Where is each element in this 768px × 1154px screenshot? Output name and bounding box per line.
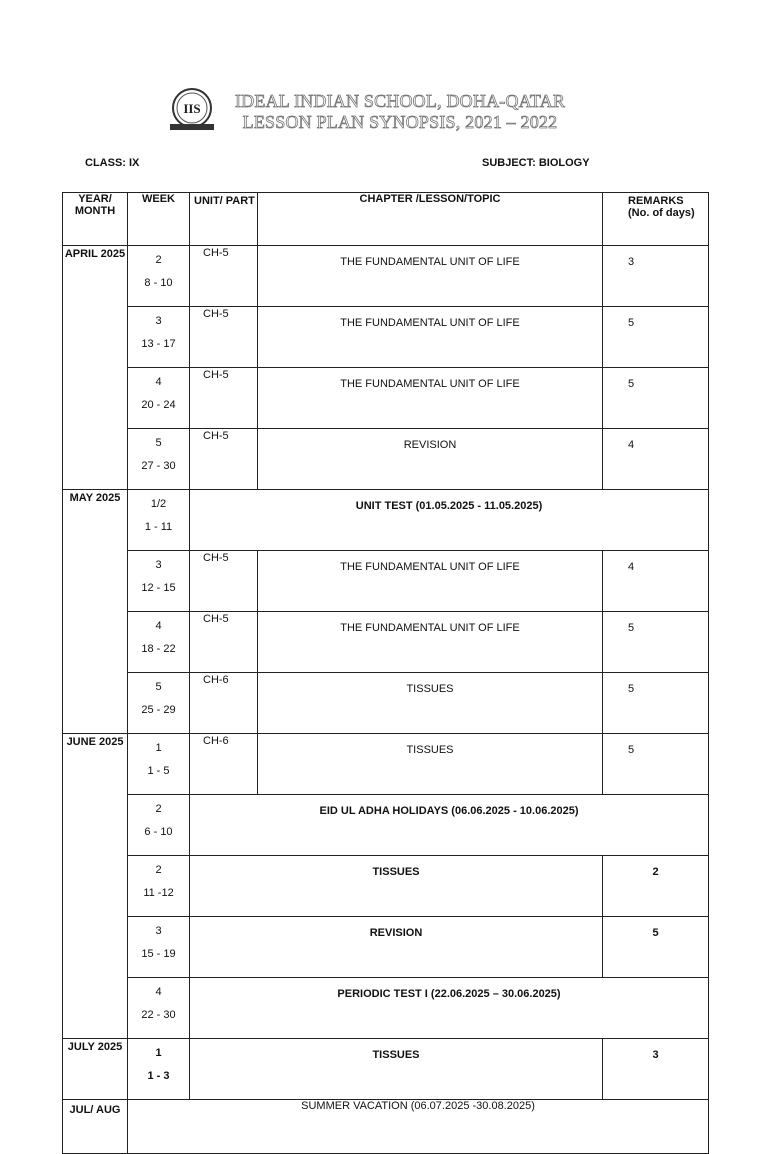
topic-cell: THE FUNDAMENTAL UNIT OF LIFE — [258, 307, 603, 368]
week-dates: 18 - 22 — [141, 643, 176, 655]
topic-cell: REVISION — [190, 917, 603, 978]
topic-cell: THE FUNDAMENTAL UNIT OF LIFE — [258, 246, 603, 307]
event-cell: EID UL ADHA HOLIDAYS (06.06.2025 - 10.06.2025) — [190, 795, 709, 856]
topic-cell: TISSUES — [258, 734, 603, 795]
month-cell: MAY 2025 — [63, 490, 128, 734]
week-number: 3 — [155, 559, 162, 571]
event-cell: UNIT TEST (01.05.2025 - 11.05.2025) — [190, 490, 709, 551]
week-number: 3 — [155, 925, 162, 937]
table-row — [63, 490, 709, 551]
remarks-cell: 3 — [603, 246, 709, 307]
unit-cell: CH-5 — [190, 246, 258, 307]
col-header-week: WEEK — [128, 193, 190, 246]
topic-cell: TISSUES — [258, 673, 603, 734]
week-dates: 1 - 5 — [147, 765, 170, 777]
table-row — [63, 612, 709, 673]
unit-cell: CH-5 — [190, 612, 258, 673]
week-cell — [128, 246, 190, 307]
table-row — [63, 429, 709, 490]
topic-cell: TISSUES — [190, 856, 603, 917]
week-cell — [128, 429, 190, 490]
unit-cell: CH-5 — [190, 551, 258, 612]
col-header-chapter: CHAPTER /LESSON/TOPIC — [258, 193, 603, 246]
table-row — [63, 734, 709, 795]
remarks-cell: 5 — [603, 917, 709, 978]
week-number: 2 — [155, 864, 162, 876]
svg-text:IIS: IIS — [183, 101, 201, 116]
table-row — [63, 246, 709, 307]
week-dates: 27 - 30 — [141, 460, 176, 472]
table-header-row — [63, 193, 709, 246]
month-cell: JUL/ AUG — [63, 1100, 128, 1154]
week-dates: 12 - 15 — [141, 582, 176, 594]
unit-cell: CH-6 — [190, 734, 258, 795]
week-number: 2 — [155, 254, 162, 266]
unit-cell: CH-6 — [190, 673, 258, 734]
month-cell: JULY 2025 — [63, 1039, 128, 1100]
week-number: 1/2 — [150, 498, 167, 510]
table-row — [63, 1039, 709, 1100]
week-dates: 1 - 3 — [147, 1070, 170, 1082]
week-dates: 1 - 11 — [144, 521, 173, 533]
week-dates: 8 - 10 — [144, 277, 173, 289]
table-row — [63, 1100, 709, 1154]
week-cell — [128, 734, 190, 795]
topic-cell: TISSUES — [190, 1039, 603, 1100]
topic-cell: REVISION — [258, 429, 603, 490]
class-label: CLASS: IX — [85, 157, 140, 169]
remarks-cell: 2 — [603, 856, 709, 917]
week-number: 4 — [155, 986, 162, 998]
week-number: 5 — [155, 437, 162, 449]
topic-cell: THE FUNDAMENTAL UNIT OF LIFE — [258, 612, 603, 673]
week-dates: 25 - 29 — [141, 704, 176, 716]
remarks-cell: 4 — [603, 429, 709, 490]
table-row — [63, 795, 709, 856]
week-dates: 13 - 17 — [141, 338, 176, 350]
week-cell — [128, 978, 190, 1039]
col-header-year-month: YEAR/ MONTH — [63, 193, 128, 246]
week-number: 2 — [155, 803, 162, 815]
week-cell — [128, 673, 190, 734]
table-row — [63, 551, 709, 612]
unit-cell: CH-5 — [190, 368, 258, 429]
week-cell — [128, 551, 190, 612]
week-cell — [128, 1039, 190, 1100]
subject-label: SUBJECT: BIOLOGY — [482, 157, 590, 169]
week-dates: 22 - 30 — [141, 1009, 176, 1021]
event-cell: PERIODIC TEST I (22.06.2025 – 30.06.2025) — [190, 978, 709, 1039]
week-number: 5 — [155, 681, 162, 693]
topic-cell: THE FUNDAMENTAL UNIT OF LIFE — [258, 551, 603, 612]
week-cell — [128, 917, 190, 978]
week-dates: 15 - 19 — [141, 948, 176, 960]
table-row — [63, 307, 709, 368]
month-cell: JUNE 2025 — [63, 734, 128, 1039]
week-number: 4 — [155, 376, 162, 388]
week-cell — [128, 307, 190, 368]
month-cell: APRIL 2025 — [63, 246, 128, 490]
table-row — [63, 856, 709, 917]
remarks-cell: 5 — [603, 307, 709, 368]
week-dates: 11 -12 — [143, 887, 174, 899]
week-cell — [128, 856, 190, 917]
week-cell — [128, 612, 190, 673]
remarks-cell: 5 — [603, 734, 709, 795]
week-cell — [128, 368, 190, 429]
week-dates: 6 - 10 — [144, 826, 173, 838]
unit-cell: CH-5 — [190, 429, 258, 490]
week-dates: 20 - 24 — [141, 399, 176, 411]
week-number: 3 — [155, 315, 162, 327]
remarks-cell: 4 — [603, 551, 709, 612]
week-cell — [128, 490, 190, 551]
lesson-plan-table — [62, 192, 709, 1154]
unit-cell: CH-5 — [190, 307, 258, 368]
week-cell — [128, 795, 190, 856]
school-name: IDEAL INDIAN SCHOOL, DOHA-QATAR — [234, 91, 566, 111]
table-row — [63, 673, 709, 734]
table-row — [63, 917, 709, 978]
week-number: 1 — [155, 1047, 162, 1059]
remarks-cell: 5 — [603, 612, 709, 673]
week-number: 4 — [155, 620, 162, 632]
remarks-cell: 3 — [603, 1039, 709, 1100]
school-title-block — [200, 91, 600, 133]
table-row — [63, 978, 709, 1039]
table-row — [63, 368, 709, 429]
topic-cell: THE FUNDAMENTAL UNIT OF LIFE — [258, 368, 603, 429]
vacation-cell: SUMMER VACATION (06.07.2025 -30.08.2025) — [128, 1100, 709, 1154]
week-number: 1 — [155, 742, 162, 754]
col-header-unit: UNIT/ PART — [190, 193, 258, 246]
remarks-cell: 5 — [603, 673, 709, 734]
col-header-remarks: REMARKS (No. of days) — [603, 193, 709, 246]
plan-subtitle: LESSON PLAN SYNOPSIS, 2021 – 2022 — [242, 112, 558, 132]
remarks-cell: 5 — [603, 368, 709, 429]
